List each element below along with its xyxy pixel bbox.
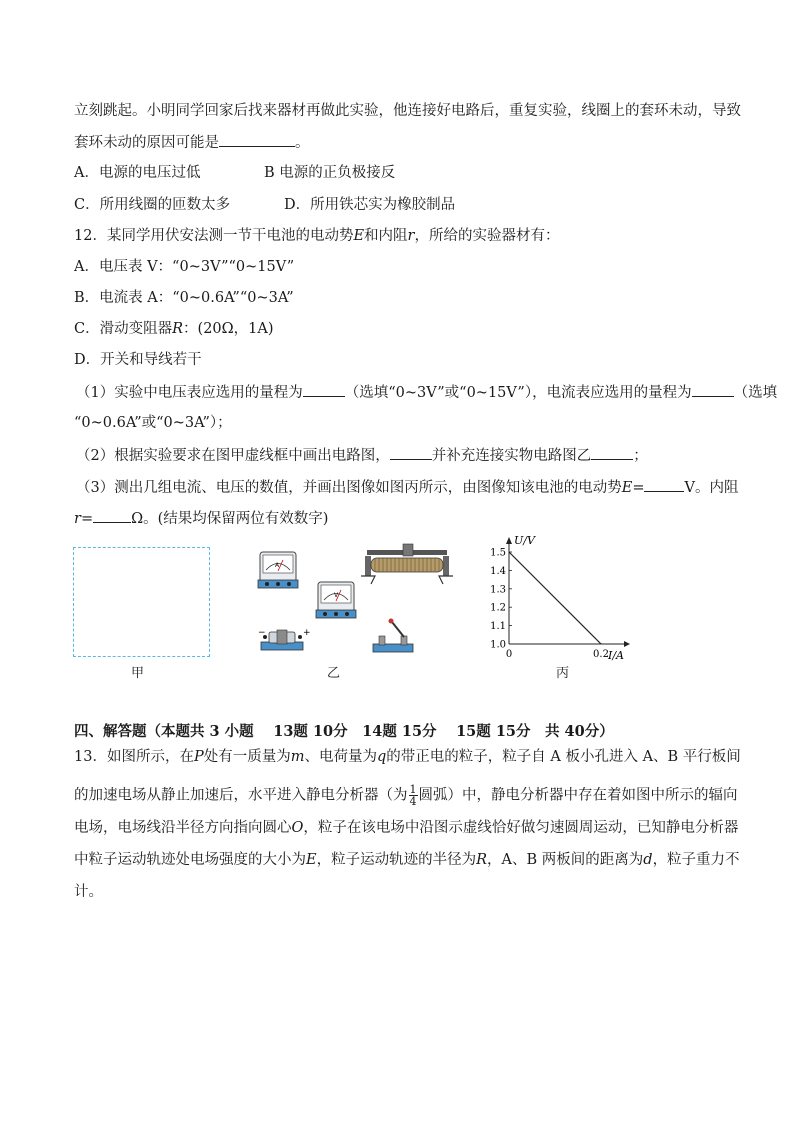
- q12-part1-blank2[interactable]: [692, 382, 734, 397]
- q13-line3: [74, 818, 739, 838]
- q11-options-cd: [74, 195, 733, 215]
- q12-part2: [76, 445, 733, 466]
- q11-option-a: A．电源的电压过低: [74, 165, 201, 181]
- x-tick-label: 0: [505, 649, 513, 660]
- q12-part1-c: （选填: [733, 385, 778, 401]
- q13-l3-O: O: [291, 820, 304, 836]
- q12-stem-E: E: [353, 228, 365, 244]
- battery-icon[interactable]: [261, 630, 303, 650]
- q12-part1-d: “0~0.6A”或“0~3A”）；: [74, 415, 232, 431]
- q12-part1-blank1[interactable]: [303, 382, 345, 397]
- q12-stem-b: 和内阻: [364, 228, 408, 244]
- q12-part1-cont: [74, 413, 733, 433]
- q11-options-ab: [74, 163, 733, 183]
- switch-icon[interactable]: [373, 619, 413, 653]
- q13-l4-E: E: [306, 852, 317, 868]
- figure-jia-caption: 甲: [131, 666, 145, 681]
- q12-part3-eq2: =: [80, 511, 94, 527]
- q12-stem-c: ，所给的实验器材有：: [414, 228, 560, 244]
- q12-item-c-R: R: [172, 321, 184, 337]
- q12-item-a-text: A．电压表 V：“0~3V”“0~15V”: [74, 259, 295, 275]
- q13-l1-b: 处有一质量为: [203, 749, 291, 765]
- q13-fraction: [409, 784, 418, 807]
- y-tick-label: 1.4: [490, 565, 506, 577]
- q13-l5-text: 计。: [74, 884, 103, 900]
- q12-part3-E: E: [621, 480, 633, 496]
- q13-line2: [74, 783, 738, 808]
- q12-part1: [76, 382, 778, 403]
- q12-item-b-text: B．电流表 A：“0~0.6A”“0~3A”: [74, 290, 294, 306]
- q12-item-c-spec: ：(20Ω，1A): [183, 321, 274, 337]
- q12-part3-c: V。内阻: [684, 480, 739, 496]
- q13-l2-b: 圆弧）中，静电分析器中存在着如图中所示的辐向: [418, 787, 738, 804]
- ammeter-icon[interactable]: [258, 552, 298, 588]
- x-axis-arrow-icon: [624, 641, 630, 647]
- q11-option-d: D．所用铁芯实为橡胶制品: [284, 197, 456, 213]
- x-axis-label: I/A: [608, 649, 624, 662]
- q13-line1: [74, 747, 741, 767]
- q13-l1-q: q: [376, 749, 387, 765]
- q12-part3-a: （3）测出几组电流、电压的数值，并画出图像如图丙所示，由图像知该电池的电动势: [76, 480, 622, 496]
- q12-item-a: [74, 257, 733, 277]
- q12-stem: [74, 226, 733, 246]
- q13-l1-c: 、电荷量为: [304, 749, 377, 765]
- x-tick-label: 0.2: [593, 649, 609, 660]
- figure-yi-caption: 乙: [327, 666, 341, 681]
- q12-part3-d: Ω。(结果均保留两位有效数字): [131, 511, 329, 527]
- q13-l4-a: 中粒子运动轨迹处电场强度的大小为: [74, 852, 306, 868]
- q11-line1-text: 立刻跳起。小明同学回家后找来器材再做此实验，他连接好电路后，重复实验，线圈上的套环未动，导致: [74, 103, 741, 119]
- y-tick-label: 1.5: [490, 547, 506, 559]
- figure-jia-dashed-box[interactable]: [73, 547, 210, 657]
- q12-part3: [76, 477, 739, 498]
- q13-l3-a: 电场，电场线沿半径方向指向圆心: [74, 820, 292, 836]
- y-axis-arrow-icon: [506, 537, 512, 544]
- q12-part2-a: （2）根据实验要求在图甲虚线框中画出电路图，: [76, 448, 390, 464]
- q13-l2-a: 的加速电场从静止加速后，水平进入静电分析器（为: [74, 787, 408, 804]
- x-tick-group: [506, 649, 609, 660]
- q13-l4-c: ，A、B 两板间的距离为: [487, 852, 644, 868]
- y-tick-label: 1.1: [490, 621, 506, 633]
- q11-option-c: C．所用线圈的匝数太多: [74, 197, 231, 213]
- y-tick-label: 1.2: [490, 602, 506, 614]
- section4-title-text: 四、解答题（本题共 3 小题 13题 10分 14题 15分 15题 15分 共 40分）: [74, 723, 614, 740]
- q12-part3-cont: [74, 508, 733, 529]
- q11-line2: [74, 132, 733, 153]
- figure-bing-chart: [478, 536, 638, 664]
- voltmeter-icon[interactable]: [316, 582, 356, 618]
- q13-l4-b: ，粒子运动轨迹的半径为: [316, 852, 477, 868]
- q12-part2-c: ；: [633, 448, 648, 464]
- q12-part1-a: （1）实验中电压表应选用的量程为: [76, 385, 303, 401]
- q12-item-d: [74, 350, 733, 370]
- q13-l4-d: d: [643, 852, 653, 868]
- q13-fraction-den: 4: [409, 795, 417, 808]
- q13-line4: [74, 850, 740, 870]
- q11-line1: [74, 101, 741, 121]
- y-tick-label: 1.3: [490, 584, 506, 596]
- q13-l1-a: 13．如图所示，在: [74, 749, 194, 765]
- q11-line2-text: 套环未动的原因可能是: [74, 135, 219, 151]
- y-axis-label: U/V: [514, 536, 535, 547]
- q13-l4-e: ，粒子重力不: [652, 852, 740, 868]
- q12-part2-blank2[interactable]: [591, 445, 633, 460]
- q12-part3-blank-r[interactable]: [93, 508, 131, 523]
- q12-item-c: [74, 319, 733, 339]
- q12-part2-blank1[interactable]: [390, 445, 432, 460]
- figure-bing-caption: 丙: [556, 666, 570, 681]
- q13-fraction-num: 1: [409, 783, 417, 796]
- q13-l1-m: m: [290, 749, 305, 765]
- voltmeter-label: V: [334, 592, 339, 599]
- section4-title: [74, 722, 733, 742]
- q12-stem-r: r: [407, 228, 415, 244]
- q12-stem-a: 12．某同学用伏安法测一节干电池的电动势: [74, 228, 354, 244]
- q13-l4-R: R: [476, 852, 488, 868]
- q12-item-b: [74, 288, 733, 308]
- q13-l1-P: P: [193, 749, 204, 765]
- q12-part3-blank-emf[interactable]: [644, 477, 684, 492]
- q11-answer-blank[interactable]: [219, 132, 295, 147]
- q12-part3-eq: =: [632, 480, 645, 496]
- q12-item-c-text: C．滑动变阻器: [74, 321, 173, 337]
- figure-yi-apparatus: [255, 540, 455, 662]
- q13-l3-b: ，粒子在该电场中沿图示虚线恰好做匀速圆周运动，已知静电分析器: [303, 820, 739, 836]
- rheostat-icon[interactable]: [361, 544, 453, 584]
- q11-option-b: B 电源的正负极接反: [264, 165, 396, 181]
- q12-part1-b: （选填“0~3V”或“0~15V”），电流表应选用的量程为: [344, 385, 692, 401]
- battery-minus-label: −: [258, 628, 266, 638]
- q12-part3-r: r: [74, 511, 81, 527]
- series-line-u-i: [509, 552, 601, 644]
- q13-l1-d: 的带正电的粒子，粒子自 A 板小孔进入 A、B 平行板间: [386, 749, 741, 765]
- ammeter-label: A: [275, 562, 280, 569]
- q12-part2-b: 并补充连接实物电路图乙: [431, 448, 592, 464]
- q11-line2-end: 。: [295, 135, 310, 151]
- q12-item-d-text: D．开关和导线若干: [74, 352, 202, 368]
- q13-line5: [74, 882, 733, 902]
- y-tick-label: 1.0: [490, 639, 506, 651]
- battery-plus-label: +: [303, 628, 311, 638]
